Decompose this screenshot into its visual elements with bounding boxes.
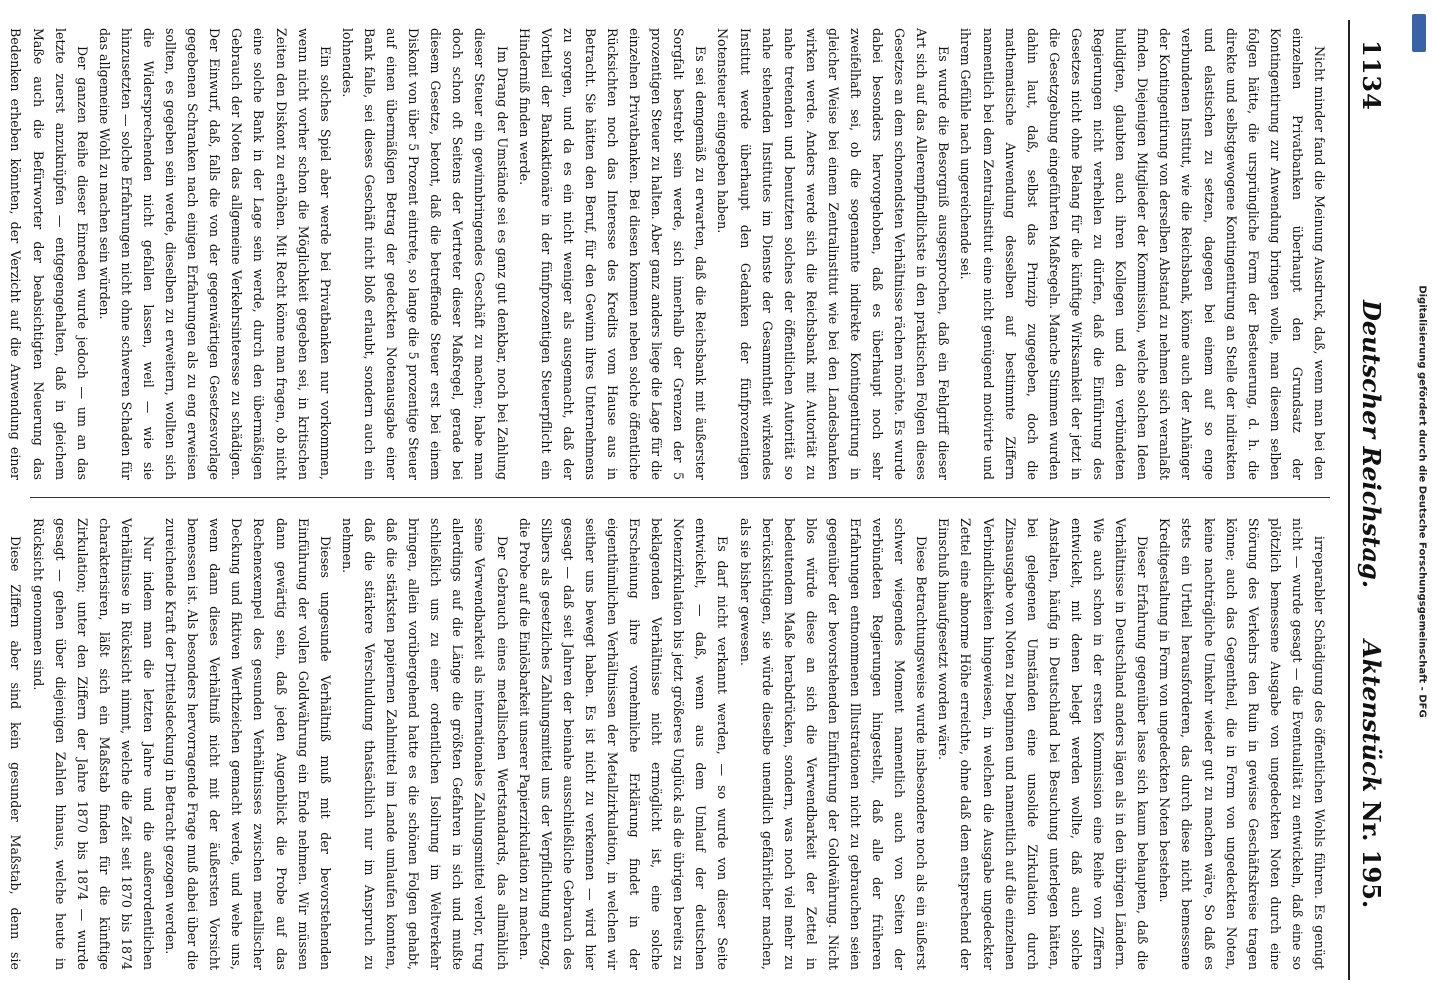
page-header	[1346, 0, 1392, 1000]
paragraph: Dieser Erfahrung gegenüber lasse sich kaum behaupten, daß die Verhältnisse in Deutschland anders lägen als in den übrigen Ländern. Wie auch schon in der ersten Kommission eine Reihe von Ziffern entwickelt, mit denen belegt werden wollte, daß auch solche Anstalten, häufig in Deutschland bei Besuchung unterlegen hätten, bei gelegenen Umständen eine unsolide Zirkulation durch Zinsausgabe von Noten zu beginnen und namentlich auf die einzelnen Verbindlichkeiten hingewiesen, in welchen die Ausgabe ungedeckter Zettel eine abnorme Höhe erreichte, ohne daß dem entsprechend der Einschuß hinaufgesetzt worden wäre.	[936, 518, 1151, 970]
paragraph: Nur indem man die letzten Jahre und die außerordentlichen Verhältnisse in Rücksicht nimmt, welche die Zeit seit 1870 bis 1874 charakterisiren, läßt sich ein Maßstab finden für die künftige Zirkulation; unter den Ziffern der Jahre 1870 bis 1874 — wurde gesagt — gehen über diejenigen Zahlen hinaus, welche heute in Rücksicht genommen sind.	[30, 518, 157, 970]
dfg-credit-strip	[1412, 6, 1426, 994]
text-column-right	[8, 518, 1330, 970]
paragraph: Im Drang der Umstände sei es ganz gut denkbar, noch bei Zahlung dieser Steuer ein gewinnbringendes Geschäft zu machen; habe man doch schon oft Seitens der Vertreter dieser Maßregel, gerade bei diesem Gesetze, betont, daß die betreffende Steuer erst bei einem Diskont von über 5 Prozent eintrete, so lange die 5 prozentige Steuer auf einen übermäßigen Betrag der gedeckten Notenausgabe einer Bank falle, sei dieses Geschäft nicht bloß erlaubt, sondern auch ein lohnendes.	[339, 28, 510, 480]
paragraph: Dieses ungesunde Verhältniß muß mit der bevorstehenden Einführung der vollen Goldwährung ein Ende nehmen. Wir müssen dann gewärtig sein, daß jeden Augenblick die Probe auf das Rechenexempel des gesunden Verhältnisses zwischen metallischer Deckung und fiktiven Werthzeichen gemacht werde, und wehe uns, wenn dann dieses Verhältniß nicht mit der äußersten Vorsicht bemessen ist. Als besonders hervorragende Frage muß dabei über die zureichende Kraft der Drittelsdeckung in Betracht gezogen werden.	[163, 518, 333, 970]
paragraph: irreparabler Schädigung des öffentlichen Wohls führen. Es genügt nicht — wurde gesagt — die Eventualität zu entwickeln, daß eine so plötzlich bemessene Ausgabe von ungedeckten Noten durch eine Störung des Verkehrs den Ruin in gewisse Geschäftskreise tragen könne; auch das Gegentheil, die in Form von ungedeckten Noten, keine nachträgliche Umkehr wieder gut zu machen wäre, So daß es stets ein Urtheil herausforderen, das durch diese nicht bemessene Kreditgestaltung in Form von ungedeckten Noten bestehen.	[1157, 518, 1327, 970]
section-number: Nr. 195.	[1357, 800, 1386, 909]
text-column-left	[8, 28, 1330, 480]
section-label: Aktenstück	[1357, 640, 1386, 793]
paragraph: Es sei demgemäß zu erwarten, daß die Reichsbank mit äußerster Sorgfalt bestrebt sein werde, sich innerhalb der Grenzen der 5 prozentigen Steuer zu halten. Aber ganz anders liege die Lage für die einzelnen Privatbanken. Bei diesen kommen neben solche öffentliche Rücksichten noch das Interesse des Kredits vom Hause aus in Betracht. Sie hätten den Beruf, für den Gewinn ihres Unternehmens zu sorgen, und da es ein nicht weniger als ausgemacht, daß der Vortheil der Bankaktionäre in der fünfprozentigen Steuerpflicht ein Hinderniß finden werde.	[516, 28, 709, 480]
paragraph: Ein solches Spiel aber werde bei Privatbanken nur vorkommen, wenn nicht vorher schon die Möglichkeit gegeben sei, in kritischen Zeiten den Diskont zu erhöhen. Mit Recht könne man fragen, ob nicht eine solche Bank in der Lage sein werde, durch den übermäßigen Gebrauch der Noten das allgemeine Verkehrsinteresse zu schädigen. Der Einwurf, daß, falls die von der gegenwärtigen Gesetzesvorlage gegebenen Schranken nach einigen Erfahrungen als zu eng erweisen sollten, es gegeben sein werde, dieselben zu erweitern, wollten sich die Widersprechenden nicht gefallen lassen, weil — wie sie hinzusetzten — solche Erfahrungen nicht ohne schweren Schaden für das allgemeine Wohl zu machen sein würden.	[96, 28, 333, 480]
dfg-credit-text: Digitalisierung gefördert durch die Deutsche Forschungsgemeinschaft - DFG	[1416, 285, 1428, 718]
journal-title: Deutscher Reichstag.	[1357, 300, 1386, 589]
paragraph: Der Gebrauch eines metallischen Wertstandards, das allmählich seine Verwendbarkeit als internationales Zahlungsmittel verlor, trug allerdings auf die Länge die größten Gefahren in sich und mußte schließlich uns zu einer ordentlichen Isolirung im Weltverkehr bringen, allein vorübergehend hatte es die schönen Folgen gehabt, daß die stärksten papiernen Zahlmittel im Lande umlaufen konnten, daß die stärkere Verschuldung thatsächlich nur im Anspruch zu nehmen.	[339, 518, 510, 970]
paragraph: Es darf nicht verkannt werden, — so wurde von dieser Seite entwickelt, — daß, wenn aus dem Umlauf der deutschen Notenzirkulation bis jetzt größeres Unglück als die übrigen bereits zu beklagenden Verhältnisse nicht ermöglicht ist, eine solche Erscheinung ihre vornehmliche Erklärung findet in der eigenthümlichen Verhältnissen der Metallzirkulation, in welchen wir seither uns bewegt haben. Es ist nicht zu verkennen — wird hier gesagt — daß seit Jahren der beinahe ausschließliche Gebrauch des Silbers als gesetzliches Zahlungsmittel uns der Verpflichtung entzog, die Probe auf die Einlösbarkeit unserer Papierzirkulation zu machen.	[516, 518, 731, 970]
page-number: 1134	[1357, 40, 1386, 111]
paragraph: Nicht minder fand die Meinung Ausdruck, daß, wenn man bei den einzelnen Privatbanken überhaupt den Grundsatz der Kontingentirung zur Anwendung bringen wolle, man diesem selben folgen hätte, die ursprüngliche Form der Besteuerung, d. h. die direkte und selbstgewogene Kontingentirung an Stelle der indirekten und elastischen zu setzen, dagegen bei einem auf so enge verbundenen Institut, wie die Reichsbank, könne auch der Anhänger der Kontingentirung von derselben Abstand zu nehmen sich veranlaßt finden. Diejenigen Mitglieder der Kommission, welche solchen Ideen huldigten, glaubten auch ihren Kollegen und den verbündeten Regierungen nicht verhehlen zu dürfen, daß die Einführung des Gesetzes nicht ohne Belang für die künftige Wirksamkeit der jetzt in die Gesetzgebung eingeführten Maßregeln. Manche Stimmen wurden dahin laut, daß, selbst das Prinzip zugegeben, doch die mathematische Anwendung desselben auf bestimmte Ziffern namentlich bei dem Zentralinstitut eine nicht genügend motivirte und ihrem Gefühle nach ungereichende sei.	[958, 28, 1327, 480]
section-heading	[1357, 640, 1386, 908]
paragraph: Der ganzen Reihe dieser Einreden wurde jedoch — um an das letzte zuerst anzuknüpfen — entgegengehalten, daß in gleichem Maße auch die Befürworter der beabsichtigten Neuerung das Bedenken erheben könnten, der Verzicht auf die Anwendung einer	[8, 28, 90, 480]
paragraph: Diese Betrachtungsweise wurde insbesondere noch als ein äußerst schwer wiegendes Moment namentlich auch von Seiten der verbündeten Regierungen hingestellt, daß alle der früheren Erfahrungen entnommenen Illustrationen nicht zu gebrauchen seien gegenüber der bevorstehenden Einführung der Goldwährung. Nicht blos würde diese an sich die Verwendbarkeit der Zettel in bedeutendem Maße herabdrücken, sondern, was noch viel mehr zu berücksichtigen, sie würde dieselbe unendlich gefährlicher machen, als sie bisher gewesen.	[737, 518, 930, 970]
paragraph: Diese Ziffern aber sind kein gesunder Maßstab, denn sie	[8, 536, 24, 970]
header-rule	[1348, 20, 1350, 980]
column-divider	[30, 497, 1330, 498]
paragraph: Es wurde die Besorgniß ausgesprochen, daß ein Fehlgriff dieser Art sich auf das Allerempfindlichste in den praktischen Folgen dieses Gesetzes an dem schonendsten Verhältnisse rächen möchte. Es wurde dabei besonders hervorgehoben, daß es überhaupt noch sehr zweifelhaft sei, ob die sogenannte indirekte Kontingentirung in gleicher Weise bei einem Zentralinstitut wie bei den Landesbanken wirken werde. Anders werde sich die Reichsbank mit Autorität zu nahe tretenden und benutzten solches der öffentlichen Autorität so nahe stehenden Institutes im Dienste der Gesammtheit wirkendes Institut werde überhaupt den Gedanken der fünfprozentigen Notensteuer eingegeben haben.	[715, 28, 952, 480]
